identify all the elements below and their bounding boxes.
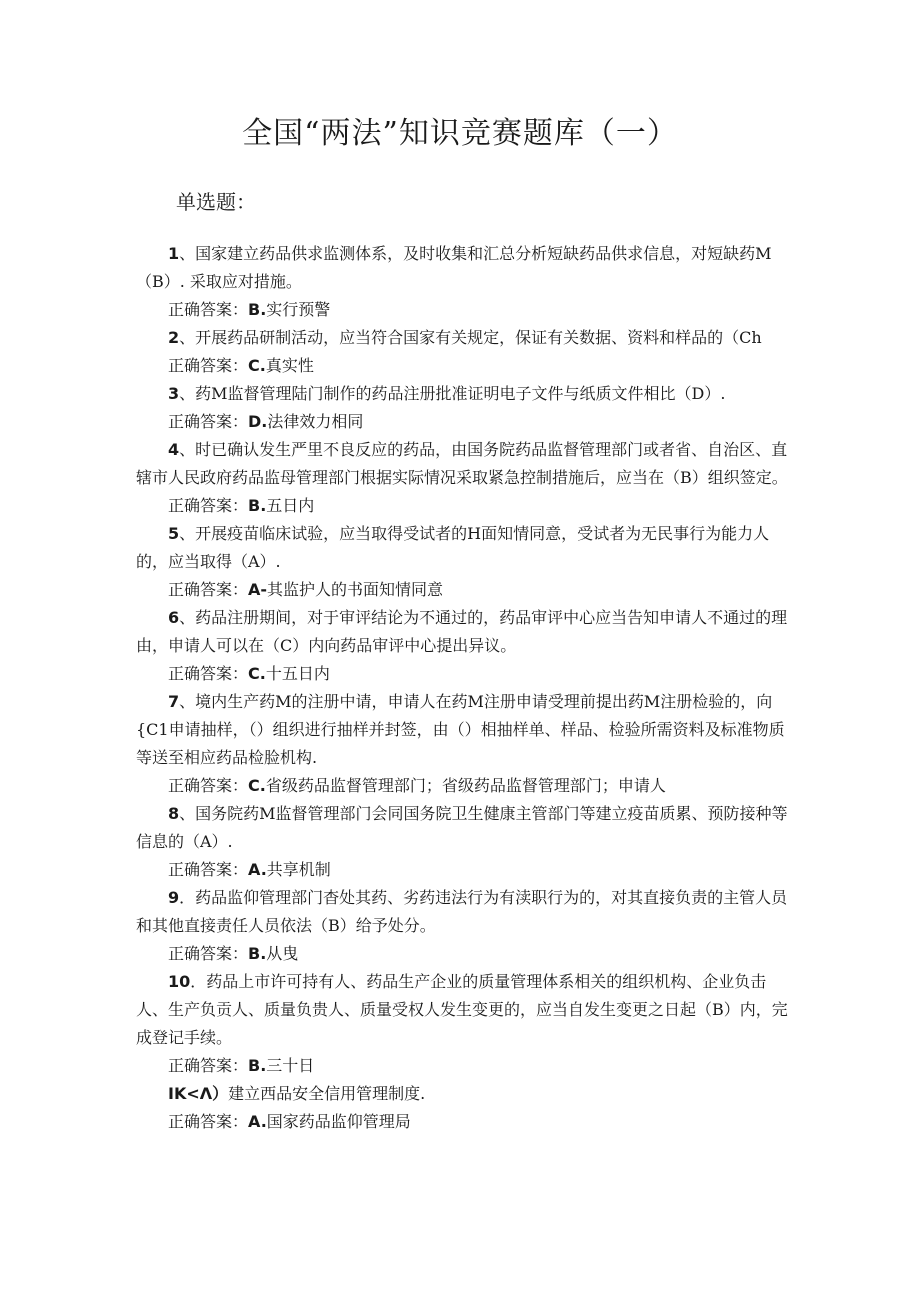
answer-prefix: 正确答案：: [168, 1056, 249, 1075]
question-item: [136, 520, 796, 576]
question-item: [136, 1080, 796, 1108]
answer-text: 其监护人的书面知情同意: [267, 580, 444, 599]
question-number: 8: [168, 804, 180, 823]
answer-letter: A-: [248, 580, 268, 599]
answer-letter: D.: [248, 412, 268, 431]
question-item: [136, 884, 796, 940]
answer-line: [136, 1052, 796, 1080]
answer-letter: B.: [248, 496, 267, 515]
answer-letter: A.: [248, 860, 267, 879]
question-number: 3: [168, 384, 180, 403]
question-number: 9: [168, 888, 180, 907]
answer-text: 五日内: [266, 496, 315, 515]
answer-prefix: 正确答案：: [168, 412, 249, 431]
answer-letter: B.: [248, 300, 267, 319]
answer-prefix: 正确答案：: [168, 664, 249, 683]
answer-text: 实行预警: [266, 300, 331, 319]
answer-text: 法律效力相同: [267, 412, 364, 431]
answer-prefix: 正确答案：: [168, 1112, 249, 1131]
question-number: 1: [168, 244, 180, 263]
section-heading: 单选题：: [176, 190, 256, 214]
question-item: [136, 604, 796, 660]
question-text: 、国务院药M监督管理部门会同国务院卫生健康主管部门等建立疫苗质累、预防接种等信息的（A）.: [136, 804, 788, 851]
question-number: IK<Λ）: [168, 1084, 229, 1103]
answer-prefix: 正确答案：: [168, 580, 249, 599]
answer-letter: C.: [248, 664, 266, 683]
answer-prefix: 正确答案：: [168, 496, 249, 515]
question-text: ．药品上市许可持有人、药品生产企业的质量管理体系相关的组织机构、企业负击人、生产负贡人、质量负贵人、质量受权人发生变更的，应当自发生变更之日起（B）内，完成登记手续。: [136, 972, 788, 1047]
question-text: 、境内生产药M的注册中请，申请人在药M注册申请受理前提出药M注册检验的，向{C1申请抽样，（）组织进行抽样并封签，由（）相抽样单、样品、检验所需资料及标准物质等送至相应药品检脸机构.: [136, 692, 785, 767]
answer-letter: B.: [248, 1056, 267, 1075]
answer-prefix: 正确答案：: [168, 356, 249, 375]
question-text: 、药品注册期间，对于审评结论为不通过的，药品审评中心应当告知申请人不通过的理由，申请人可以在（C）内向药品审评中心提出异议。: [136, 608, 788, 655]
answer-line: [136, 352, 796, 380]
answer-line: [136, 296, 796, 324]
question-number: 2: [168, 328, 180, 347]
answer-text: 从曳: [266, 944, 299, 963]
question-text: 、药M监督管理陆门制作的药品注册批准证明电子文件与纸质文件相比（D）.: [179, 384, 726, 403]
question-list: [136, 240, 796, 1136]
answer-line: [136, 408, 796, 436]
question-item: [136, 240, 796, 296]
answer-prefix: 正确答案：: [168, 860, 249, 879]
answer-line: [136, 940, 796, 968]
answer-text: 国家药品监仰管理局: [266, 1112, 411, 1131]
answer-prefix: 正确答案：: [168, 776, 249, 795]
question-item: [136, 800, 796, 856]
question-text: ．药品监仰管理部门杳处其药、劣药违法行为有渎职行为的，对其直接负责的主管人员和其他直接责任人员依法（B）给予处分。: [136, 888, 788, 935]
answer-text: 十五日内: [265, 664, 330, 683]
answer-line: [136, 856, 796, 884]
answer-prefix: 正确答案：: [168, 300, 249, 319]
answer-text: 三十日: [266, 1056, 315, 1075]
question-number: 7: [168, 692, 180, 711]
answer-letter: B.: [248, 944, 267, 963]
answer-letter: A.: [248, 1112, 267, 1131]
question-item: [136, 688, 796, 772]
answer-letter: C.: [248, 776, 266, 795]
question-number: 10: [168, 972, 191, 991]
question-text: 、开展疫苗临床试验，应当取得受试者的H面知情同意，受试者为无民事行为能力人的，应当取得（A）.: [136, 524, 770, 571]
answer-text: 省级药品监督管理部门；省级药品监督管理部门；申请人: [265, 776, 666, 795]
question-number: 5: [168, 524, 180, 543]
question-text: 、开展药品研制活动，应当符合国家有关规定，保证有关数据、资料和样品的（Ch: [179, 328, 762, 347]
answer-line: [136, 576, 796, 604]
question-text: 建立西品安全信用管理制度.: [228, 1084, 426, 1103]
answer-text: 真实性: [265, 356, 314, 375]
question-item: [136, 324, 796, 352]
answer-line: [136, 772, 796, 800]
answer-text: 共享机制: [266, 860, 331, 879]
question-item: [136, 380, 796, 408]
document-title: 全国“两法”知识竞赛题库（一）: [242, 116, 678, 151]
question-number: 6: [168, 608, 180, 627]
question-text: 、时已确认发生严里不良反应的药品，由国务院药品监督管理部门或者省、自治区、直辖市人民政府药品监母管理部门根据实际情况采取紧急控制措施后，应当在（B）组织签定。: [136, 440, 788, 487]
question-item: [136, 436, 796, 492]
question-item: [136, 968, 796, 1052]
answer-line: [136, 660, 796, 688]
question-number: 4: [168, 440, 180, 459]
answer-letter: C.: [248, 356, 266, 375]
answer-prefix: 正确答案：: [168, 944, 249, 963]
answer-line: [136, 1108, 796, 1136]
answer-line: [136, 492, 796, 520]
question-text: 、国家建立药品供求监测体系，及时收集和汇总分析短缺药品供求信息，对短缺药M（B）. 采取应对措施。: [136, 244, 772, 291]
